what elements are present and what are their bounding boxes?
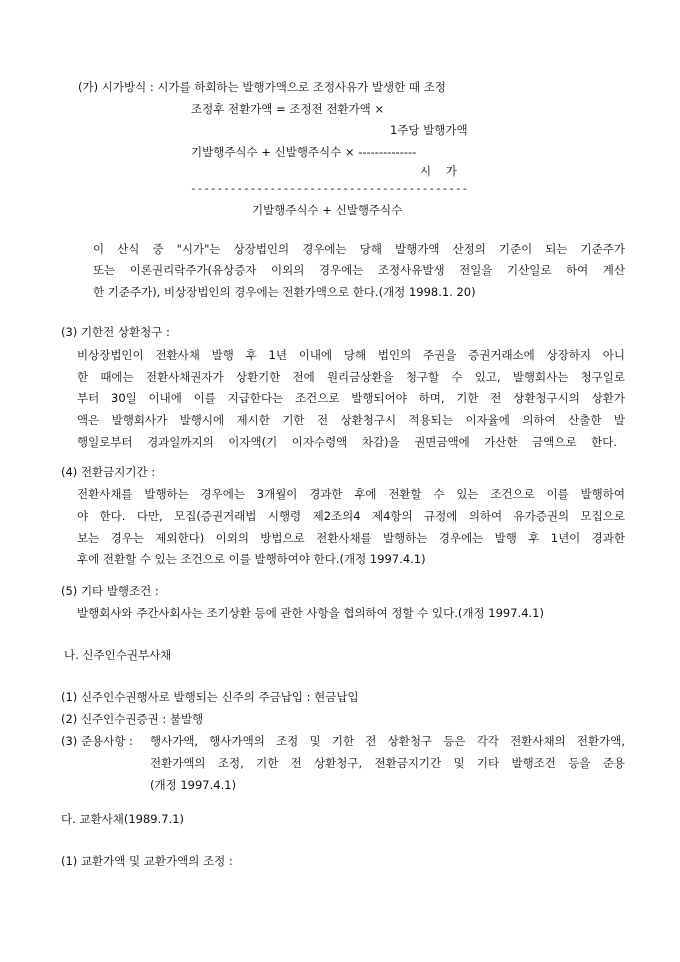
note-line: 이 산식 중 "시가"는 상장법인의 경우에는 당해 발행가액 산정의 기준이 되는 기준주가 [93,242,625,256]
item-5-heading: (5) 기타 발행조건 : [61,584,159,598]
item-3-line: 행일로부터 경과일까지의 이자액(기 이자수령액 차감)을 권면금액에 가산한 금액으로 한다. [77,435,617,449]
item-3-line: 한 때에는 전환사채권자가 상환기한 전에 원리금상환을 청구할 수 있고, 발행회사는 청구일로 [77,370,625,384]
formula-lhs: 조정후 전환가액 = 조정전 전환가액 × [191,102,385,116]
section-na-item-1: (1) 신주인수권행사로 발행되는 신주의 주금납입 : 현금납입 [61,690,359,704]
item-4-line: 야 한다. 다만, 모집(증권거래법 시행령 제2조의4 제4항의 규정에 의하여 유가증권의 모집으로 [77,509,625,523]
item-3-line: 비상장법인이 전환사채 발행 후 1년 이내에 당해 법인의 주권을 증권거래소에 상장하지 아니 [77,348,625,362]
item-3-line: 부터 30일 이내에 이를 지급한다는 조건으로 발행되어야 하며, 기한 전 상환청구시의 상환가 [77,391,625,405]
section-na-item-3-line: 행사가액, 행사가액의 조정 및 기한 전 상환청구 등은 각각 전환사채의 전환가액, [150,734,625,748]
section-na-item-3-line: 전환가액의 조정, 기한 전 상환청구, 전환금지기간 및 기타 발행조건 등을 준용 [150,756,625,770]
item-4-line: 보는 경우는 제외한다) 이외의 방법으로 전환사채를 발행하는 경우에는 발행 후 1년이 경과한 [77,531,625,545]
section-na-item-3-line: (개정 1997.4.1) [150,778,237,792]
item-3-heading: (3) 기한전 상환청구 : [61,325,170,339]
formula-market-price: 시 가 [420,164,457,178]
section-da-item-1: (1) 교환가액 및 교환가액의 조정 : [61,854,233,868]
item-4-line: 후에 전환할 수 있는 조건으로 이를 발행하여야 한다.(개정 1997.4.1) [77,552,426,566]
item-4-heading: (4) 전환금지기간 : [61,465,156,479]
item-3-line: 액은 발행회사가 발행시에 제시한 기한 전 상환청구시 적용되는 이자율에 의하여 산출한 발 [77,413,625,427]
note-line: 또는 이론권리락주가(유상증자 이외의 경우에는 조정사유발생 전일을 기산일로 하여 계산 [93,263,625,277]
item-5-line: 발행회사와 주간사회사는 조기상환 등에 관한 사항을 협의하여 정할 수 있다.(개정 1997.4.1) [77,606,544,620]
item-4-line: 전환사채를 발행하는 경우에는 3개월이 경과한 후에 전환할 수 있는 조건으로 이를 발행하여 [77,487,625,501]
formula-denominator: 기발행주식수 + 신발행주식수 [252,203,403,217]
formula-divider: ------------------------------------------ [190,182,469,195]
formula-price-per-share: 1주당 발행가액 [390,123,468,137]
note-line: 한 기준주가), 비상장법인의 경우에는 전환가액으로 한다.(개정 1998.1. 20) [93,285,476,299]
section-na-item-3-label: (3) 준용사항 : [61,734,133,748]
section-na-item-2: (2) 신주인수권증권 : 불발행 [61,712,204,726]
section-na-heading: 나. 신주인수권부사채 [64,648,172,662]
formula-numerator: 기발행주식수 + 신발행주식수 × -------------- [191,145,417,159]
market-method-line: (가) 시가방식 : 시가를 하회하는 발행가액으로 조정사유가 발생한 때 조정 [78,80,446,94]
section-da-heading: 다. 교환사채(1989.7.1) [61,812,185,826]
